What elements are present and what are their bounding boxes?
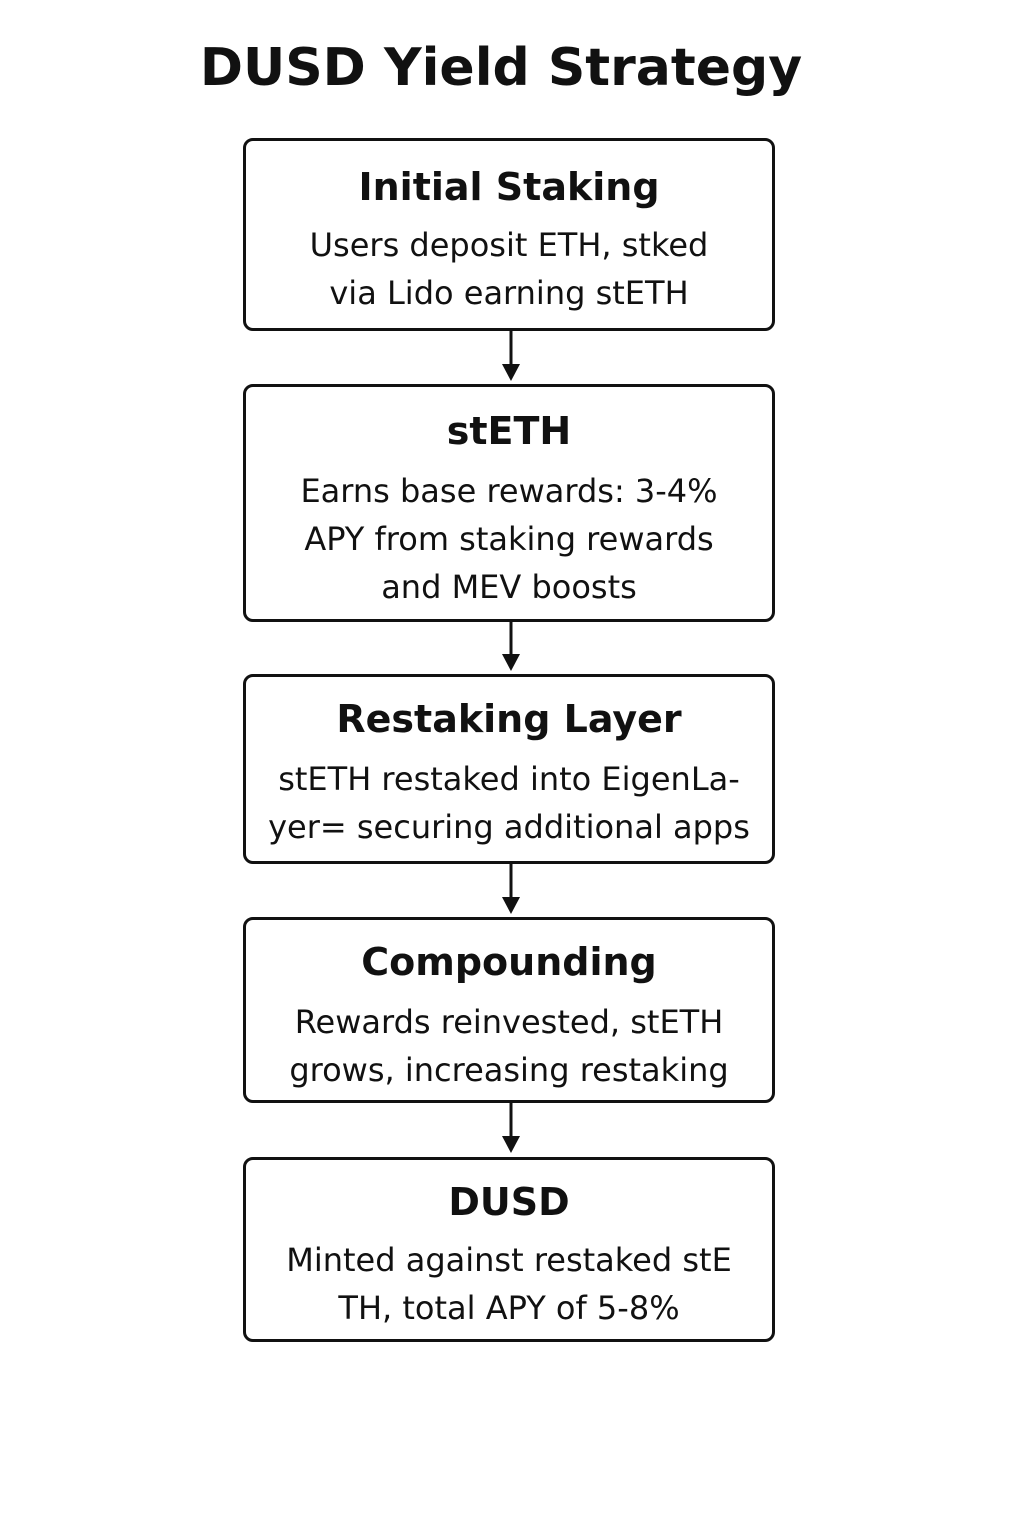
- step-description: Minted against restaked stE TH, total APY of 5-8%: [286, 1241, 732, 1327]
- step-heading: stETH: [446, 409, 572, 453]
- step-compounding-box: [243, 917, 775, 1103]
- step-heading: Initial Staking: [358, 165, 660, 209]
- step-description: Users deposit ETH, stked via Lido earning stETH: [309, 226, 709, 312]
- step-dusd-box: [243, 1157, 775, 1342]
- step-heading: Restaking Layer: [336, 697, 682, 741]
- arrow-down-icon: [502, 331, 520, 381]
- step-heading: DUSD: [448, 1180, 570, 1224]
- arrow-down-icon: [502, 864, 520, 914]
- diagram-title: DUSD Yield Strategy: [199, 38, 803, 98]
- arrow-down-icon: [502, 622, 520, 671]
- step-description: stETH restaked into EigenLa- yer= securing additional apps: [268, 760, 750, 846]
- step-steth-box: [243, 384, 775, 622]
- step-description: Earns base rewards: 3-4% APY from staking rewards and MEV boosts: [300, 472, 718, 606]
- arrow-down-icon: [502, 1103, 520, 1153]
- step-restaking-layer-box: [243, 674, 775, 864]
- step-initial-staking-box: [243, 138, 775, 331]
- step-description: Rewards reinvested, stETH grows, increasing restaking: [289, 1003, 729, 1089]
- step-heading: Compounding: [361, 940, 657, 984]
